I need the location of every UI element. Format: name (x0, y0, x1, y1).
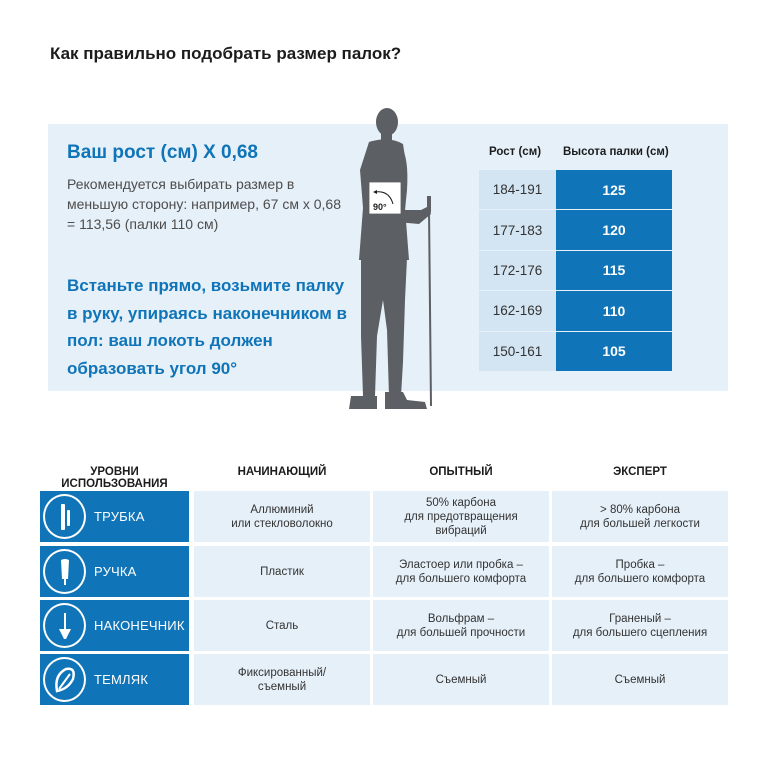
pole-size: 110 (556, 291, 672, 330)
cell-beginner: Аллюминий или стекловолокно (194, 491, 370, 542)
header-expert: ЭКСПЕРТ (613, 466, 667, 478)
size-row (479, 210, 672, 249)
level-row-grip (40, 546, 189, 597)
person-with-pole-illustration (345, 100, 445, 415)
cell-experienced: 50% карбона для предотвращения вибраций (373, 491, 549, 542)
level-row-tube (40, 491, 189, 542)
height-range: 184-191 (479, 170, 556, 209)
instruction-text: Встаньте прямо, возьмите палку в руку, упираясь наконечником в пол: ваш локоть должен образовать угол 90° (67, 276, 347, 378)
size-row (479, 291, 672, 330)
cell-expert: Граненый – для большего сцепления (552, 600, 728, 651)
page-title: Как правильно подобрать размер палок? (50, 44, 402, 63)
pole-grip-icon (427, 196, 431, 212)
level-label: ТЕМЛЯК (94, 672, 149, 687)
strap-icon (43, 657, 86, 702)
cell-experienced: Вольфрам – для большей прочности (373, 600, 549, 651)
cell-expert: Съемный (552, 654, 728, 705)
header-height: Рост (см) (489, 146, 542, 158)
angle-label: 90° (373, 202, 387, 212)
height-range: 162-169 (479, 291, 556, 330)
header-experienced: ОПЫТНЫЙ (429, 466, 493, 478)
cell-beginner: Пластик (194, 546, 370, 597)
cell-experienced: Съемный (373, 654, 549, 705)
height-range: 177-183 (479, 210, 556, 249)
header-pole-height: Высота палки (см) (563, 146, 669, 158)
tube-icon (43, 494, 86, 539)
pole-size: 115 (556, 251, 672, 290)
pole-size: 120 (556, 210, 672, 249)
header-beginner: НАЧИНАЮЩИЙ (237, 466, 327, 478)
level-row-strap (40, 654, 189, 705)
recommendation-text: Рекомендуется выбирать размер в меньшую сторону: например, 67 см x 0,68 = 113,56 (палки 110 см) (67, 176, 341, 232)
size-row (479, 332, 672, 371)
formula-heading: Ваш рост (см) X 0,68 (67, 142, 259, 163)
tip-icon (43, 603, 86, 648)
pole-size: 125 (556, 170, 672, 209)
height-range: 150-161 (479, 332, 556, 371)
size-table-header (479, 138, 672, 170)
cell-experienced: Эластоер или пробка – для большего комфорта (373, 546, 549, 597)
cell-beginner: Сталь (194, 600, 370, 651)
level-label: ТРУБКА (94, 509, 145, 524)
size-row (479, 170, 672, 209)
cell-expert: Пробка – для большего комфорта (552, 546, 728, 597)
level-row-tip (40, 600, 189, 651)
cell-expert: > 80% карбона для большей легкости (552, 491, 728, 542)
size-row (479, 251, 672, 290)
level-label: НАКОНЕЧНИК (94, 618, 185, 633)
size-table (479, 138, 672, 372)
level-label: РУЧКА (94, 564, 137, 579)
header-usage-levels: УРОВНИ ИСПОЛЬЗОВАНИЯ (61, 466, 168, 490)
height-range: 172-176 (479, 251, 556, 290)
cell-beginner: Фиксированный/ съемный (194, 654, 370, 705)
pole-size: 105 (556, 332, 672, 371)
grip-icon (43, 549, 86, 594)
